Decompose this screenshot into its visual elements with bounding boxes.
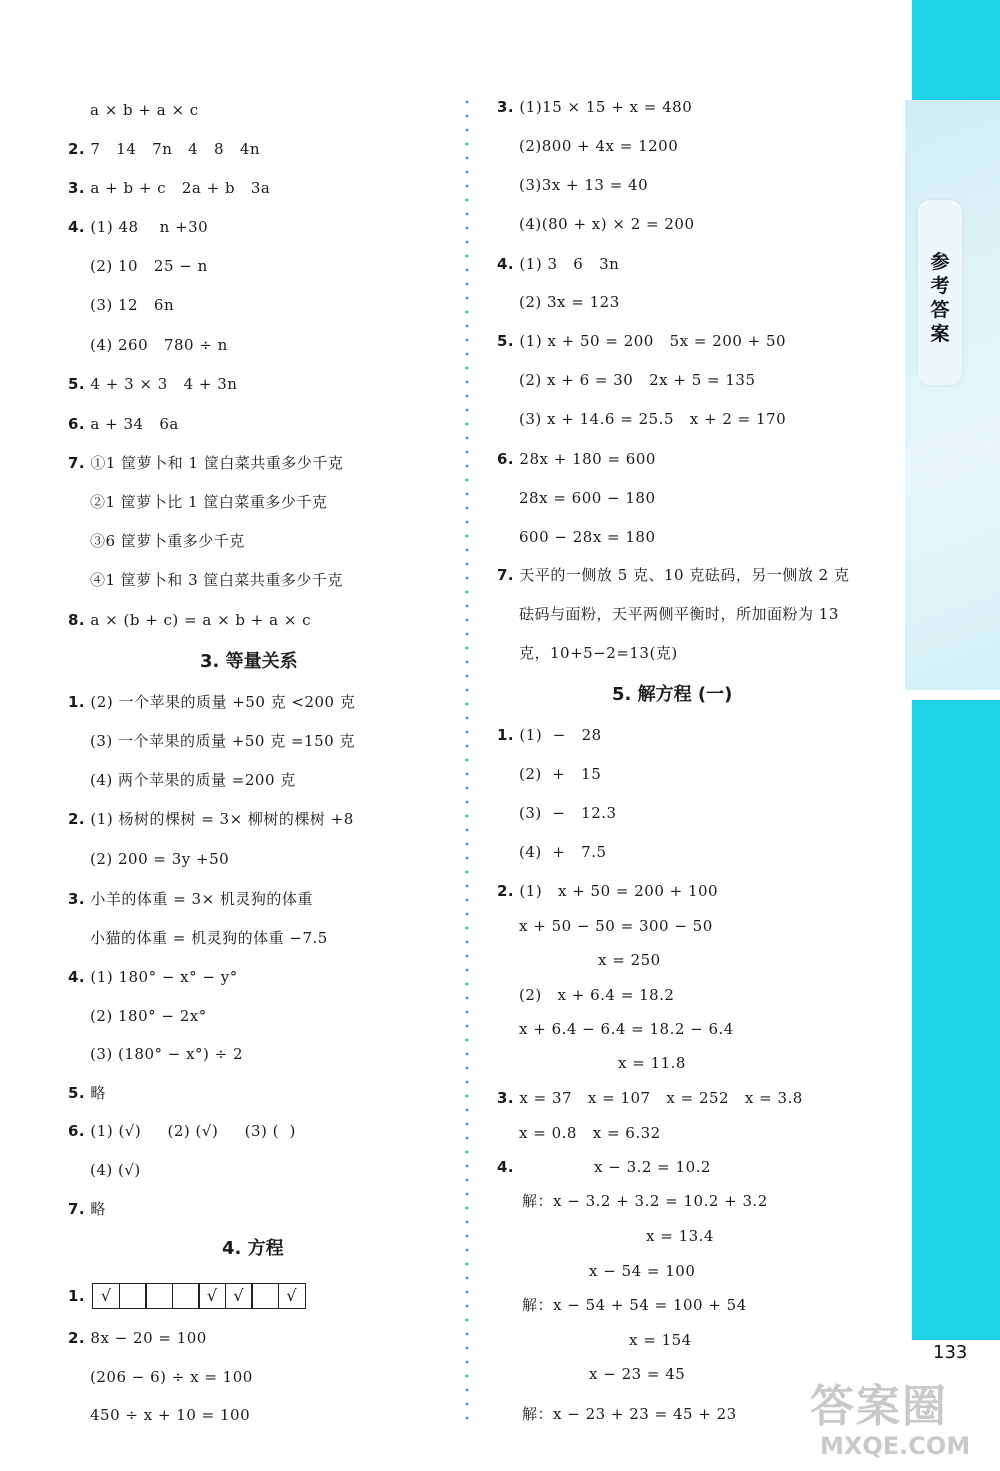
answer-text: (1) x + 50 = 200 + 100 <box>519 882 719 900</box>
answer-text: (1) 180° − x° − y° <box>90 968 238 986</box>
answer-text: 28x + 180 = 600 <box>519 450 656 468</box>
right-answer-line <box>519 136 678 156</box>
answer-text: ①1 筐萝卜和 1 筐白菜共重多少千克 <box>90 454 344 472</box>
side-band-top <box>912 0 1000 100</box>
answer-text: 7 14 7n 4 8 4n <box>90 140 261 158</box>
left-answer-line <box>90 570 343 590</box>
question-number: 4. <box>68 968 86 986</box>
check-box <box>251 1283 279 1309</box>
left-answer-line <box>68 1328 207 1348</box>
right-answer-line <box>646 1226 714 1246</box>
answer-text: 解：x − 3.2 + 3.2 = 10.2 + 3.2 <box>522 1192 768 1210</box>
left-answer-line <box>68 1286 90 1306</box>
question-number: 1. <box>68 1287 86 1305</box>
answer-text: 28x = 600 − 180 <box>519 489 656 507</box>
answer-text: x + 6.4 − 6.4 = 18.2 − 6.4 <box>519 1020 734 1038</box>
question-number: 5. <box>68 375 86 393</box>
answer-text: ②1 筐萝卜比 1 筐白菜重多少千克 <box>90 493 328 511</box>
answer-text: (4) 260 780 ÷ n <box>90 336 228 354</box>
section-heading: 4. 方程 <box>222 1238 284 1259</box>
right-answer-line <box>519 527 656 547</box>
answer-text: 小猫的体重 = 机灵狗的体重 −7.5 <box>90 929 328 947</box>
left-answer-line <box>68 217 208 237</box>
right-answer-line <box>497 254 619 274</box>
check-box <box>145 1283 173 1309</box>
left-answer-line <box>90 100 199 120</box>
answer-text: (2) 一个苹果的质量 +50 克 <200 克 <box>90 693 356 711</box>
right-answer-line <box>589 1261 695 1281</box>
left-answer-line <box>68 967 238 987</box>
right-answer-line <box>519 916 713 936</box>
answer-text: x = 37 x = 107 x = 252 x = 3.8 <box>519 1089 803 1107</box>
answer-text: x = 154 <box>629 1331 692 1349</box>
left-answer-line <box>68 1083 106 1103</box>
right-answer-line <box>519 214 695 234</box>
right-answer-line <box>519 370 756 390</box>
question-number: 2. <box>68 1329 86 1347</box>
question-number: 2. <box>68 140 86 158</box>
left-answer-line <box>90 849 229 869</box>
answer-text: (1) 3 6 3n <box>519 255 620 273</box>
answer-text: a × b + a × c <box>90 101 199 119</box>
left-answer-line <box>90 1044 243 1064</box>
answer-text: (4) + 7.5 <box>519 843 607 861</box>
answer-text: (2) + 15 <box>519 765 602 783</box>
answer-text: 天平的一侧放 5 克、10 克砝码，另一侧放 2 克 <box>519 566 850 584</box>
question-number: 5. <box>68 1084 86 1102</box>
left-answer-line <box>90 1006 207 1026</box>
answer-text: (2) x + 6 = 30 2x + 5 = 135 <box>519 371 756 389</box>
right-answer-line <box>497 725 602 745</box>
question-number: 7. <box>68 454 86 472</box>
question-number: 7. <box>497 566 515 584</box>
right-answer-line <box>497 881 718 901</box>
answer-text: (1) − 28 <box>519 726 602 744</box>
check-box <box>172 1283 200 1309</box>
question-number: 8. <box>68 611 86 629</box>
right-answer-line <box>519 175 648 195</box>
answer-text: 4 + 3 × 3 4 + 3n <box>90 375 238 393</box>
answer-text: (1) (√) (2) (√) (3) ( ) <box>90 1122 296 1140</box>
answer-text: (1) 48 n +30 <box>90 218 209 236</box>
right-answer-line <box>497 331 786 351</box>
left-answer-line <box>90 531 245 551</box>
answer-text: (1)15 × 15 + x = 480 <box>519 98 693 116</box>
watermark-title: 答案圈 <box>810 1381 948 1432</box>
answer-text: 解：x − 23 + 23 = 45 + 23 <box>522 1405 737 1423</box>
answer-text: 600 − 28x = 180 <box>519 528 656 546</box>
left-answer-line <box>68 889 313 909</box>
left-answer-line <box>68 374 237 394</box>
right-answer-line <box>519 764 601 784</box>
left-answer-line <box>90 492 327 512</box>
right-answer-line <box>629 1330 692 1350</box>
question-number: 4. <box>68 218 86 236</box>
right-answer-line <box>519 803 617 823</box>
left-answer-line <box>90 1367 253 1387</box>
answer-text: (4) (√) <box>90 1161 141 1179</box>
answer-text: ④1 筐萝卜和 3 筐白菜共重多少千克 <box>90 571 343 589</box>
side-tab-label: 参考答案 <box>930 251 950 345</box>
question-number: 6. <box>68 415 86 433</box>
answer-text: x − 54 = 100 <box>589 1262 696 1280</box>
right-answer-line <box>618 1053 686 1073</box>
section-heading: 5. 解方程 (一) <box>612 684 733 705</box>
left-answer-line <box>68 610 311 630</box>
right-answer-line <box>589 1364 685 1384</box>
left-answer-line <box>90 928 328 948</box>
section-heading: 3. 等量关系 <box>200 651 298 672</box>
right-answer-line <box>519 1019 734 1039</box>
answer-text: (2) 10 25 − n <box>90 257 208 275</box>
answer-text: 略 <box>90 1200 106 1218</box>
right-answer-line <box>519 604 839 624</box>
answer-text: x = 13.4 <box>646 1227 714 1245</box>
right-answer-line <box>519 488 656 508</box>
right-answer-line <box>519 643 678 663</box>
answer-text: (2) 200 = 3y +50 <box>90 850 230 868</box>
check-box: √ <box>278 1283 306 1309</box>
left-answer-line <box>90 731 355 751</box>
answer-text: x − 23 = 45 <box>589 1365 686 1383</box>
answer-text: (3) x + 14.6 = 25.5 x + 2 = 170 <box>519 410 787 428</box>
right-answer-line <box>497 565 849 585</box>
question-number: 6. <box>68 1122 86 1140</box>
answer-text: (2) 180° − 2x° <box>90 1007 207 1025</box>
answer-text: 略 <box>90 1084 106 1102</box>
answer-text: 450 ÷ x + 10 = 100 <box>90 1406 251 1424</box>
question-number: 4. <box>497 255 515 273</box>
left-answer-line <box>68 139 260 159</box>
left-answer-line <box>68 453 343 473</box>
check-box: √ <box>92 1283 120 1309</box>
side-band-bottom <box>912 700 1000 1340</box>
right-answer-line <box>497 97 692 117</box>
answer-text: 小羊的体重 = 3× 机灵狗的体重 <box>90 890 313 908</box>
watermark-url: MXQE.COM <box>820 1432 971 1460</box>
answer-text: a + 34 6a <box>90 415 179 433</box>
left-answer-line <box>68 692 355 712</box>
left-answer-line <box>68 809 354 829</box>
question-number: 4. <box>497 1158 515 1176</box>
page-number: 133 <box>933 1342 968 1363</box>
answer-text: 8x − 20 = 100 <box>90 1329 207 1347</box>
left-answer-line <box>68 1121 296 1141</box>
answer-text: ③6 筐萝卜重多少千克 <box>90 532 245 550</box>
left-answer-line <box>68 178 270 198</box>
left-answer-line <box>90 1160 141 1180</box>
answer-text: x − 3.2 = 10.2 <box>594 1158 711 1176</box>
right-answer-line <box>519 842 607 862</box>
check-box: √ <box>225 1283 253 1309</box>
right-answer-line <box>522 1295 747 1315</box>
question-number: 2. <box>497 882 515 900</box>
right-answer-line <box>519 292 620 312</box>
answer-text: a × (b + c) = a × b + a × c <box>90 611 312 629</box>
answer-text: (3) (180° − x°) ÷ 2 <box>90 1045 244 1063</box>
left-answer-line <box>90 335 228 355</box>
left-answer-line <box>90 256 208 276</box>
question-number: 7. <box>68 1200 86 1218</box>
answer-text: (4) 两个苹果的质量 =200 克 <box>90 771 296 789</box>
question-number: 3. <box>68 179 86 197</box>
check-box-row <box>92 1283 304 1309</box>
right-answer-line <box>598 950 661 970</box>
left-answer-line <box>90 1405 250 1425</box>
answer-text: (2) x + 6.4 = 18.2 <box>519 986 675 1004</box>
column-divider <box>465 95 469 1425</box>
left-answer-line <box>68 414 179 434</box>
right-answer-line <box>519 409 786 429</box>
answer-text: a + b + c 2a + b 3a <box>90 179 271 197</box>
question-number: 1. <box>68 693 86 711</box>
answer-text: (3) 一个苹果的质量 +50 克 =150 克 <box>90 732 355 750</box>
answer-text: (2) 3x = 123 <box>519 293 620 311</box>
answer-text: (3)3x + 13 = 40 <box>519 176 649 194</box>
right-answer-line <box>519 985 674 1005</box>
question-number: 1. <box>497 726 515 744</box>
question-number: 3. <box>497 1089 515 1107</box>
question-number: 2. <box>68 810 86 828</box>
question-number: 3. <box>497 98 515 116</box>
right-answer-line <box>594 1157 711 1177</box>
answer-text: x = 0.8 x = 6.32 <box>519 1124 661 1142</box>
answer-text: x = 250 <box>598 951 661 969</box>
right-answer-line <box>497 1157 519 1177</box>
answer-text: 克，10+5−2=13(克) <box>519 644 678 662</box>
watermark <box>810 1370 995 1465</box>
right-answer-line <box>519 1123 661 1143</box>
left-answer-line <box>90 295 174 315</box>
answer-text: (206 − 6) ÷ x = 100 <box>90 1368 253 1386</box>
question-number: 6. <box>497 450 515 468</box>
answer-text: 砝码与面粉，天平两侧平衡时，所加面粉为 13 <box>519 605 839 623</box>
side-band-middle <box>905 100 1000 690</box>
right-answer-line <box>522 1404 737 1424</box>
right-answer-line <box>497 1088 803 1108</box>
answer-text: (4)(80 + x) × 2 = 200 <box>519 215 695 233</box>
answer-text: (1) x + 50 = 200 5x = 200 + 50 <box>519 332 787 350</box>
right-answer-line <box>497 449 656 469</box>
answer-text: (2)800 + 4x = 1200 <box>519 137 679 155</box>
answer-text: (3) 12 6n <box>90 296 175 314</box>
answer-text: 解：x − 54 + 54 = 100 + 54 <box>522 1296 747 1314</box>
right-answer-line <box>522 1191 768 1211</box>
answer-text: x = 11.8 <box>618 1054 686 1072</box>
question-number: 3. <box>68 890 86 908</box>
answer-text: x + 50 − 50 = 300 − 50 <box>519 917 713 935</box>
answer-text: (1) 杨树的棵树 = 3× 柳树的棵树 +8 <box>90 810 354 828</box>
left-answer-line <box>90 770 296 790</box>
question-number: 5. <box>497 332 515 350</box>
check-box: √ <box>198 1283 226 1309</box>
check-box <box>119 1283 147 1309</box>
left-answer-line <box>68 1199 106 1219</box>
answer-text: (3) − 12.3 <box>519 804 617 822</box>
